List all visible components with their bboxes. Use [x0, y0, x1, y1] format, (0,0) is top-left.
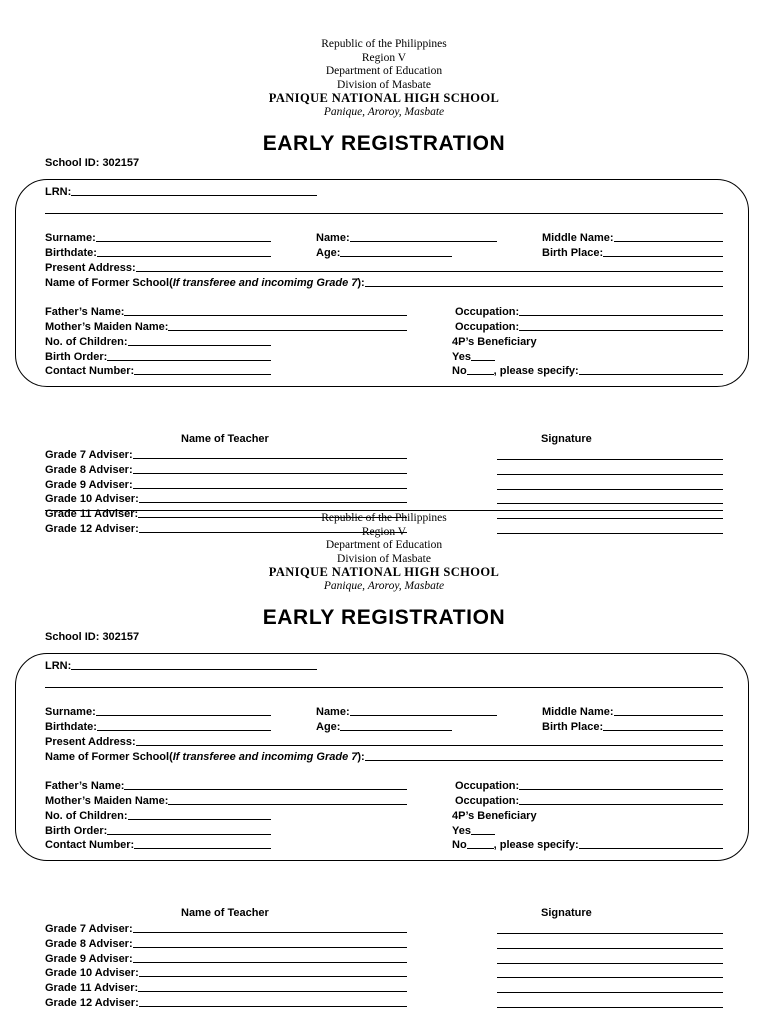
signature-header: Signature: [541, 433, 592, 445]
adviser-row: [45, 980, 407, 994]
adviser-label: Grade 9 Adviser:: [45, 478, 133, 491]
children-blank[interactable]: [128, 335, 272, 346]
school-id: School ID: 302157: [45, 157, 140, 169]
label-lrn: LRN:: [45, 186, 72, 198]
department-text: Department of Education: [325, 539, 443, 552]
label-specify: , please specify:: [493, 839, 579, 851]
age-blank[interactable]: [340, 720, 452, 731]
lrn-blank[interactable]: [71, 659, 317, 670]
former-school-blank[interactable]: [365, 276, 723, 287]
present-address-blank[interactable]: [136, 735, 723, 746]
signature-blank[interactable]: [497, 948, 723, 949]
label-birth-order: Birth Order:: [45, 825, 108, 837]
name-field: [316, 704, 497, 718]
label-age: Age:: [316, 247, 341, 259]
birthdate-blank[interactable]: [97, 720, 271, 731]
adviser-label: Grade 11 Adviser:: [45, 508, 139, 521]
label-children: No. of Children:: [45, 336, 128, 348]
birthdate-blank[interactable]: [97, 246, 271, 257]
label-mother: Mother’s Maiden Name:: [45, 795, 169, 807]
school-name: PANIQUE NATIONAL HIGH SCHOOL: [268, 565, 500, 580]
adviser-row: [45, 965, 407, 979]
present-address-field: [45, 260, 723, 274]
adviser-label: Grade 12 Adviser:: [45, 997, 139, 1009]
adviser-label: Grade 7 Adviser:: [45, 923, 133, 935]
label-age: Age:: [316, 721, 341, 733]
label-specify: , please specify:: [493, 365, 579, 377]
surname-field: [45, 230, 271, 244]
signature-blank[interactable]: [497, 992, 723, 993]
division-text: Division of Masbate: [337, 552, 431, 565]
label-birthdate: Birthdate:: [45, 721, 97, 733]
adviser-name-blank[interactable]: [139, 492, 407, 503]
adviser-name-blank[interactable]: [133, 463, 407, 474]
label-beneficiary: 4P’s Beneficiary: [452, 336, 537, 348]
age-field: [316, 245, 452, 259]
mother-occupation-blank[interactable]: [519, 794, 723, 805]
country-text: Republic of the Philippines: [321, 512, 447, 524]
adviser-row: [45, 447, 407, 461]
signature-blank[interactable]: [497, 489, 723, 490]
age-field: [316, 719, 452, 733]
father-occupation-field: [455, 778, 723, 792]
middle-name-field: [542, 704, 723, 718]
label-no: No: [452, 365, 467, 377]
birth-place-blank[interactable]: [603, 246, 723, 257]
birth-place-blank[interactable]: [603, 720, 723, 731]
label-present-address: Present Address:: [45, 262, 136, 274]
name-of-teacher-header: Name of Teacher: [181, 433, 269, 445]
contact-number-blank[interactable]: [134, 838, 271, 849]
adviser-name-blank[interactable]: [139, 966, 407, 977]
label-surname: Surname:: [45, 232, 96, 244]
label-yes: Yes: [452, 825, 471, 837]
registration-form-1: [0, 38, 768, 535]
no-blank[interactable]: [467, 838, 494, 849]
letterhead: [0, 38, 768, 120]
school-name: PANIQUE NATIONAL HIGH SCHOOL: [268, 91, 500, 106]
department-text: Department of Education: [325, 65, 443, 78]
adviser-label: Grade 7 Adviser:: [45, 449, 133, 461]
birth-order-blank[interactable]: [107, 824, 271, 835]
specify-blank[interactable]: [579, 838, 723, 849]
present-address-field: [45, 734, 723, 748]
mother-occupation-blank[interactable]: [519, 320, 723, 331]
birth-order-field: [45, 823, 271, 837]
label-father: Father’s Name:: [45, 780, 125, 792]
label-children: No. of Children:: [45, 810, 128, 822]
contact-number-blank[interactable]: [134, 364, 271, 375]
present-address-blank[interactable]: [136, 261, 723, 272]
label-occupation: Occupation:: [455, 780, 520, 792]
name-of-teacher-header: Name of Teacher: [181, 907, 269, 919]
adviser-name-blank[interactable]: [138, 981, 407, 992]
label-lrn: LRN:: [45, 660, 72, 672]
lrn-field: [45, 658, 317, 672]
father-occupation-field: [455, 304, 723, 318]
birthdate-field: [45, 245, 271, 259]
label-occupation: Occupation:: [455, 795, 520, 807]
yes-blank[interactable]: [471, 824, 495, 835]
father-occupation-blank[interactable]: [519, 779, 723, 790]
form-title: EARLY REGISTRATION: [262, 606, 506, 629]
middle-name-blank[interactable]: [614, 705, 723, 716]
label-birth-order: Birth Order:: [45, 351, 108, 363]
birth-place-field: [542, 719, 723, 733]
label-mother: Mother’s Maiden Name:: [45, 321, 169, 333]
adviser-name-blank[interactable]: [139, 996, 407, 1007]
country-text: Republic of the Philippines: [321, 38, 447, 50]
children-field: [45, 334, 271, 348]
label-birth-place: Birth Place:: [542, 721, 604, 733]
adviser-label: Grade 10 Adviser:: [45, 967, 139, 980]
birth-place-field: [542, 245, 723, 259]
label-surname: Surname:: [45, 706, 96, 718]
adviser-name-blank[interactable]: [133, 952, 407, 963]
label-name: Name:: [316, 232, 350, 244]
mother-name-blank[interactable]: [168, 794, 407, 805]
adviser-row: [45, 491, 407, 505]
label-beneficiary: 4P’s Beneficiary: [452, 810, 537, 822]
birth-order-blank[interactable]: [107, 350, 271, 361]
adviser-name-blank[interactable]: [133, 448, 407, 459]
region-text: Region V: [361, 51, 407, 64]
form-separator: [45, 510, 723, 511]
former-school-field: [45, 275, 723, 289]
signature-blank[interactable]: [497, 503, 723, 504]
birthdate-field: [45, 719, 271, 733]
adviser-row: [45, 995, 407, 1009]
label-middle-name: Middle Name:: [542, 706, 614, 718]
no-blank[interactable]: [467, 364, 494, 375]
name-blank[interactable]: [350, 231, 497, 242]
label-contact: Contact Number:: [45, 839, 135, 851]
yes-field: [452, 349, 495, 363]
label-birthdate: Birthdate:: [45, 247, 97, 259]
lrn-divider: [45, 687, 723, 688]
former-school-blank[interactable]: [365, 750, 723, 761]
label-former-school: Name of Former School(If transferee and incomimg Grade 7):: [45, 751, 365, 763]
signature-header: Signature: [541, 907, 592, 919]
mother-occupation-field: [455, 793, 723, 807]
middle-name-blank[interactable]: [614, 231, 723, 242]
father-name-blank[interactable]: [124, 779, 407, 790]
adviser-label: Grade 12 Adviser:: [45, 523, 139, 535]
adviser-row: [45, 921, 407, 935]
mother-name-field: [45, 319, 407, 333]
adviser-name-blank[interactable]: [133, 937, 407, 948]
father-name-blank[interactable]: [124, 305, 407, 316]
school-location: Panique, Aroroy, Masbate: [323, 579, 445, 592]
letterhead: [0, 512, 768, 594]
registration-form-2: [0, 512, 768, 1009]
surname-blank[interactable]: [96, 705, 271, 716]
region-text: Region V: [361, 525, 407, 538]
surname-field: [45, 704, 271, 718]
no-field: [452, 363, 723, 377]
specify-blank[interactable]: [579, 364, 723, 375]
contact-number-field: [45, 837, 271, 851]
children-field: [45, 808, 271, 822]
lrn-divider: [45, 213, 723, 214]
label-former-school: Name of Former School(If transferee and incomimg Grade 7):: [45, 277, 365, 289]
lrn-field: [45, 184, 317, 198]
label-middle-name: Middle Name:: [542, 232, 614, 244]
middle-name-field: [542, 230, 723, 244]
adviser-label: Grade 8 Adviser:: [45, 463, 133, 476]
adviser-label: Grade 10 Adviser:: [45, 493, 139, 506]
label-father: Father’s Name:: [45, 306, 125, 318]
signature-blank[interactable]: [497, 933, 723, 934]
label-present-address: Present Address:: [45, 736, 136, 748]
signature-blank[interactable]: [497, 474, 723, 475]
beneficiary-label: [452, 334, 537, 348]
form-title: EARLY REGISTRATION: [262, 132, 506, 155]
label-occupation: Occupation:: [455, 321, 520, 333]
label-birth-place: Birth Place:: [542, 247, 604, 259]
age-blank[interactable]: [340, 246, 452, 257]
mother-name-field: [45, 793, 407, 807]
father-name-field: [45, 778, 407, 792]
beneficiary-label: [452, 808, 537, 822]
adviser-name-blank[interactable]: [133, 922, 407, 933]
children-blank[interactable]: [128, 809, 272, 820]
label-contact: Contact Number:: [45, 365, 135, 377]
birth-order-field: [45, 349, 271, 363]
former-school-field: [45, 749, 723, 763]
school-location: Panique, Aroroy, Masbate: [323, 105, 445, 118]
division-text: Division of Masbate: [337, 78, 431, 91]
yes-blank[interactable]: [471, 350, 495, 361]
signature-blank[interactable]: [497, 977, 723, 978]
label-occupation: Occupation:: [455, 306, 520, 318]
name-blank[interactable]: [350, 705, 497, 716]
adviser-row: [45, 936, 407, 950]
adviser-name-blank[interactable]: [133, 478, 407, 489]
surname-blank[interactable]: [96, 231, 271, 242]
mother-name-blank[interactable]: [168, 320, 407, 331]
label-name: Name:: [316, 706, 350, 718]
signature-blank[interactable]: [497, 963, 723, 964]
school-id: School ID: 302157: [45, 631, 140, 643]
label-no: No: [452, 839, 467, 851]
contact-number-field: [45, 363, 271, 377]
adviser-label: Grade 11 Adviser:: [45, 982, 139, 995]
adviser-label: Grade 9 Adviser:: [45, 952, 133, 965]
signature-blank[interactable]: [497, 1007, 723, 1008]
name-field: [316, 230, 497, 244]
father-occupation-blank[interactable]: [519, 305, 723, 316]
adviser-label: Grade 8 Adviser:: [45, 937, 133, 950]
father-name-field: [45, 304, 407, 318]
adviser-row: [45, 951, 407, 965]
mother-occupation-field: [455, 319, 723, 333]
label-yes: Yes: [452, 351, 471, 363]
adviser-row: [45, 462, 407, 476]
signature-blank[interactable]: [497, 459, 723, 460]
yes-field: [452, 823, 495, 837]
adviser-row: [45, 477, 407, 491]
no-field: [452, 837, 723, 851]
lrn-blank[interactable]: [71, 185, 317, 196]
